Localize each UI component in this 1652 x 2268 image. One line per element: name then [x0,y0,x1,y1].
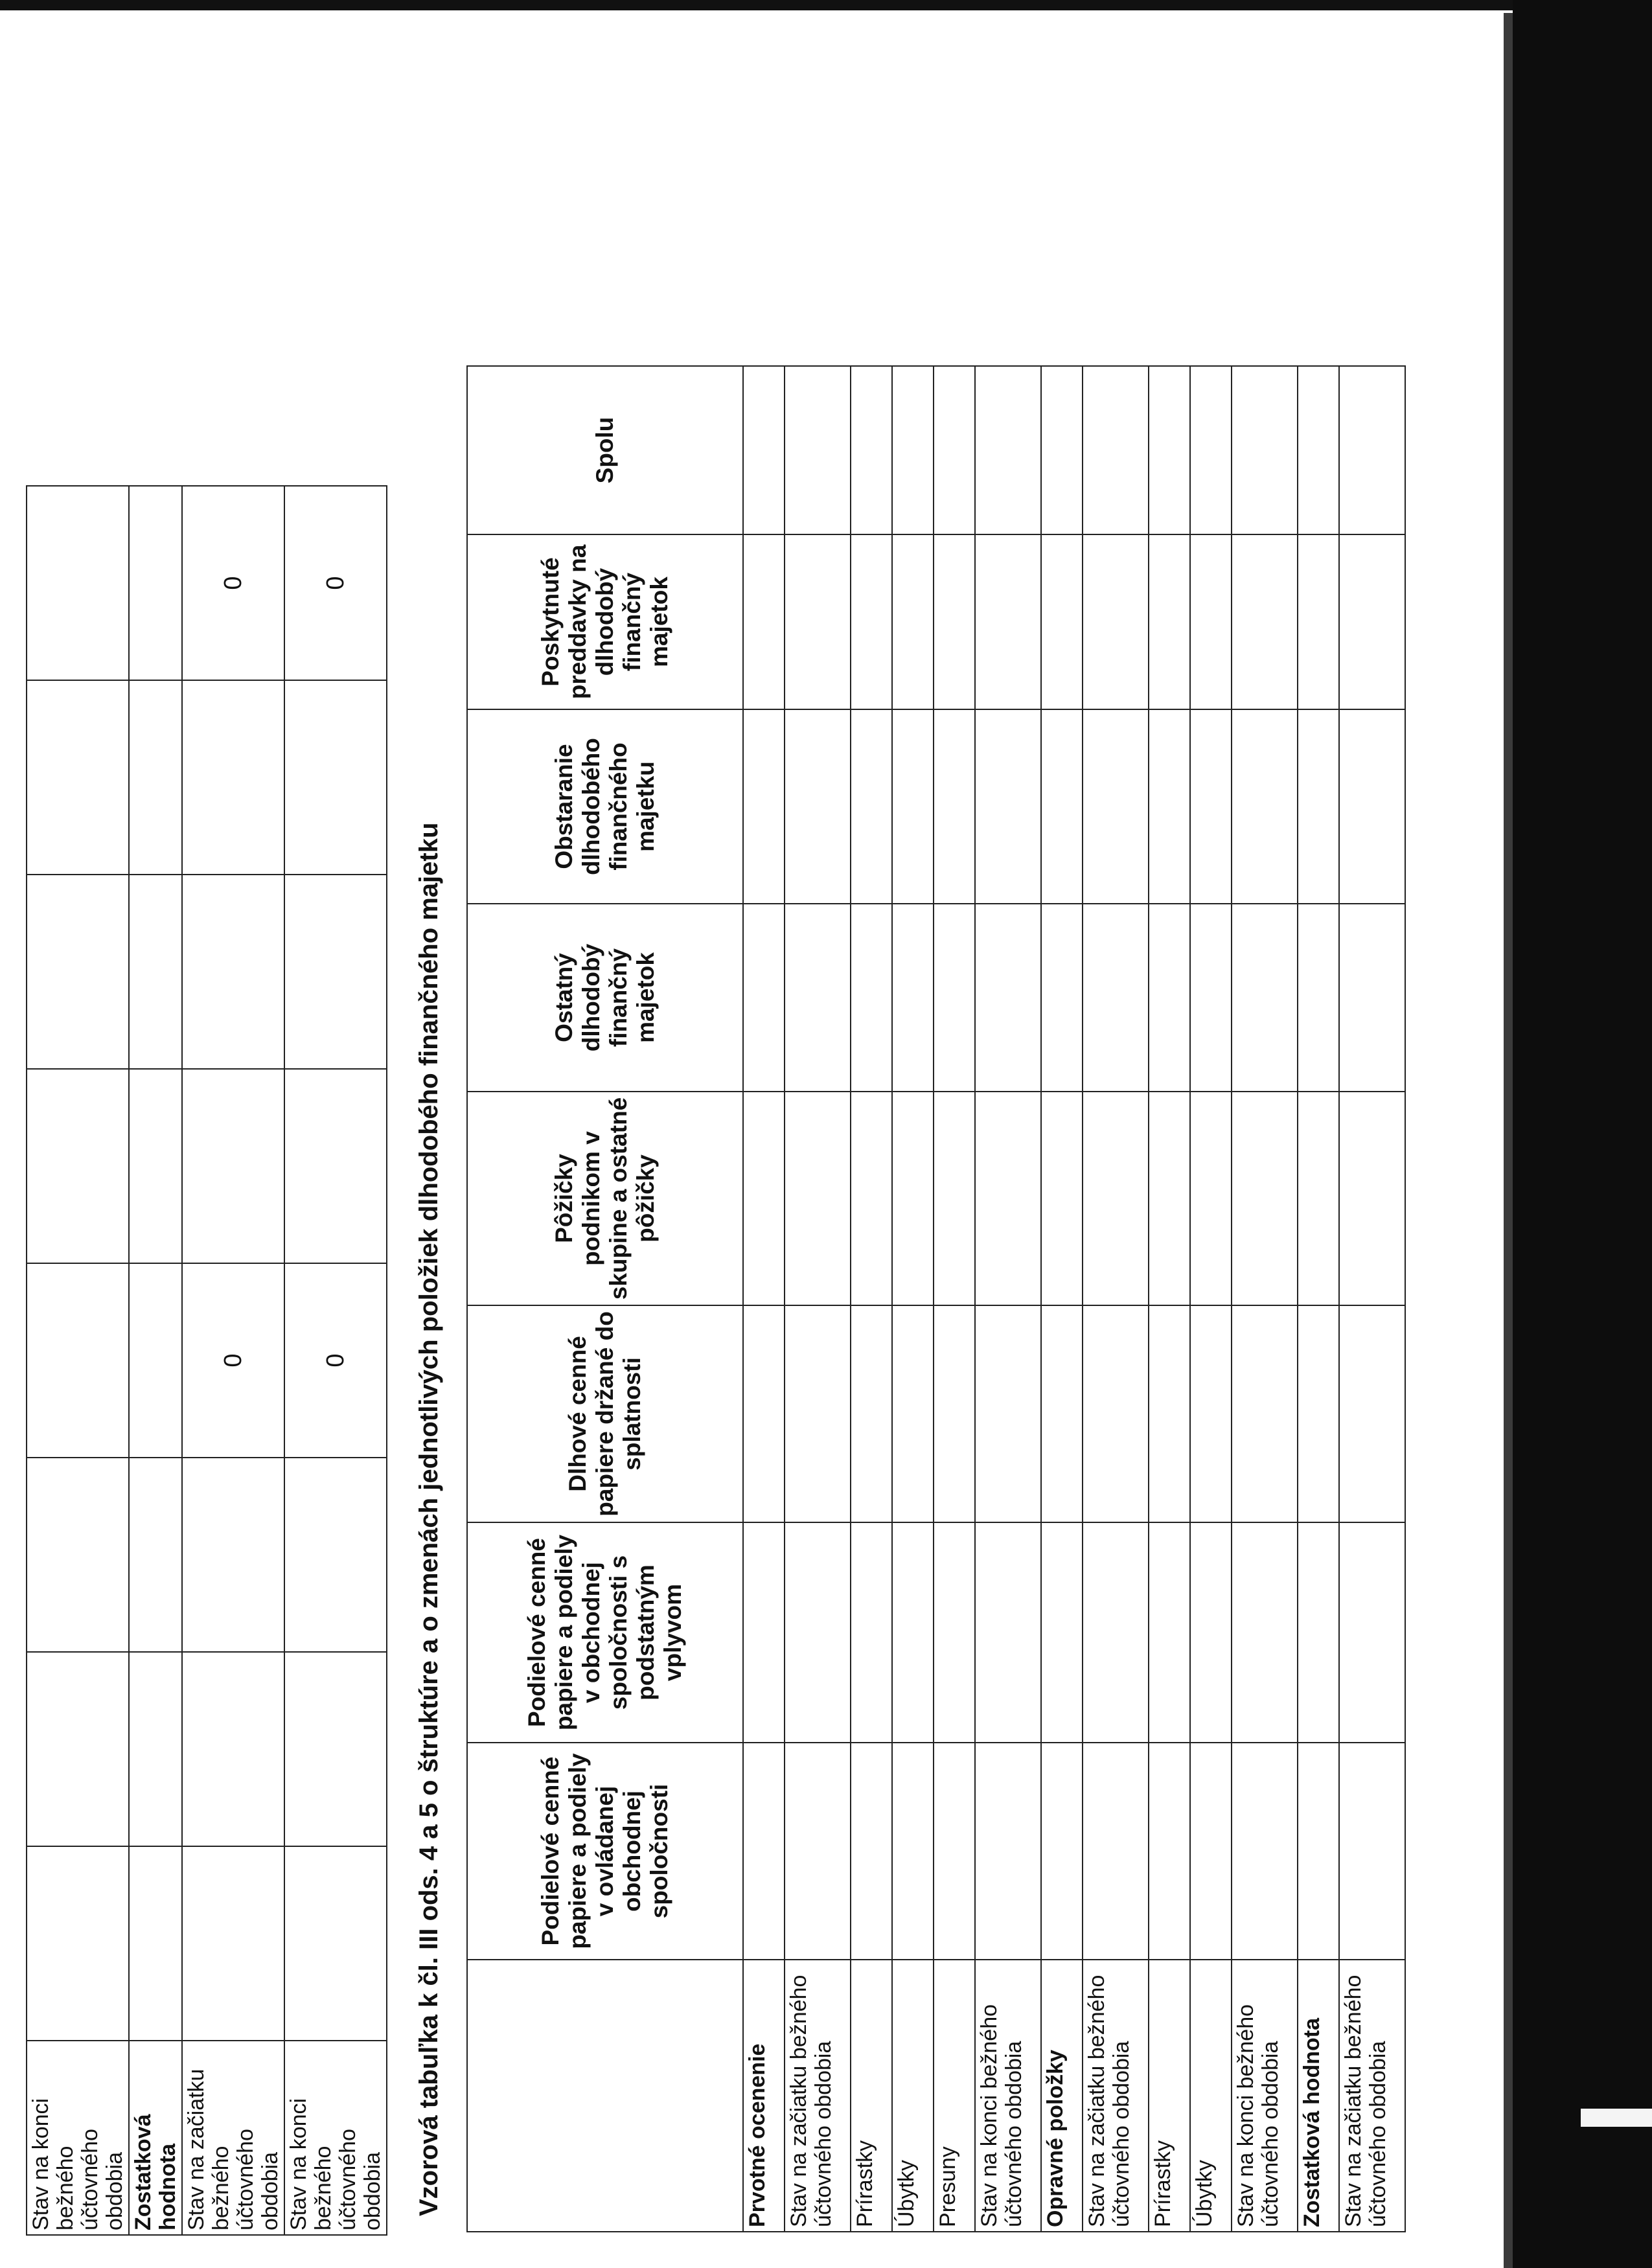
value-cell [892,366,934,534]
value-cell [129,875,182,1069]
row-label: Stav na konci bežného účtovného obdobia [1232,1960,1298,2232]
value-cell [1190,904,1232,1092]
value-cell [851,1743,892,1960]
value-cell [27,875,129,1069]
value-cell [1298,709,1339,904]
value-cell [1339,1522,1405,1743]
value-cell [934,1305,975,1522]
value-cell [1190,1522,1232,1743]
value-cell [975,1522,1041,1743]
column-header: Podielové cenné papiere a podiely v obchodnej spoločnosti s podstatným vplyvom [467,1522,743,1743]
table-row [743,366,785,2232]
value-cell [892,904,934,1092]
value-cell [743,366,785,534]
value-cell [1083,534,1149,709]
value-cell [1041,534,1083,709]
table-title: Vzorová tabuľka k čl. III ods. 4 a 5 o štruktúre a o zmenách jednotlivých položiek dlhodobého finančného majetku [415,822,443,2216]
value-cell [892,1522,934,1743]
value-cell [1083,1305,1149,1522]
value-cell [975,1305,1041,1522]
row-label: Presuny [934,1960,975,2232]
value-cell [129,1263,182,1458]
table-row [1149,366,1190,2232]
value-cell [284,680,387,875]
row-label: Stav na začiatku bežného účtovného obdobia [1083,1960,1149,2232]
value-cell [27,1069,129,1263]
value-cell [743,1305,785,1522]
value-cell [1232,709,1298,904]
value-cell [182,680,284,875]
value-cell [975,904,1041,1092]
value-cell [785,366,851,534]
value-cell [1190,1092,1232,1305]
table-row [27,486,129,2235]
table-row [1190,366,1232,2232]
value-cell [1041,709,1083,904]
value-cell [934,1522,975,1743]
value-cell [934,904,975,1092]
value-cell [1190,534,1232,709]
value-cell [892,534,934,709]
value-cell [934,534,975,709]
value-cell [1232,366,1298,534]
table-row [1339,366,1405,2232]
value-cell [1149,904,1190,1092]
value-cell [934,366,975,534]
value-cell [129,1652,182,1846]
scan-right-edge [1504,13,1513,2268]
row-label: Stav na začiatku bežného účtovného obdobia [182,2041,284,2235]
value-cell [129,486,182,680]
value-cell [785,1743,851,1960]
row-label: Zostatková hodnota [129,2041,182,2235]
main-table [466,365,1406,2232]
row-label: Prírastky [851,1960,892,2232]
row-label: Úbytky [1190,1960,1232,2232]
value-cell [284,1458,387,1652]
value-cell [1298,1743,1339,1960]
row-label: Zostatková hodnota [1298,1960,1339,2232]
value-cell [785,534,851,709]
value-cell [975,534,1041,709]
value-cell [892,1305,934,1522]
row-label: Stav na konci bežného účtovného obdobia [975,1960,1041,2232]
value-cell [1339,534,1405,709]
scan-bottom-mark [1581,2109,1652,2127]
table-row [1083,366,1149,2232]
column-header: Pôžičky podnikom v skupine a ostatné pôžičky [467,1092,743,1305]
value-cell [182,1069,284,1263]
row-label: Stav na konci bežného účtovného obdobia [27,2041,129,2235]
table-row [284,486,387,2235]
value-cell [1232,534,1298,709]
value-cell [851,904,892,1092]
value-cell [1232,1305,1298,1522]
value-cell [1149,1092,1190,1305]
value-cell [975,366,1041,534]
rotated-page [0,40,1503,2268]
table-row [785,366,851,2232]
value-cell [892,709,934,904]
value-cell [1339,1743,1405,1960]
value-cell [1149,1522,1190,1743]
column-header: Poskytnuté preddavky na dlhodobý finančný majetok [467,534,743,709]
value-cell [27,1263,129,1458]
value-cell [27,1458,129,1652]
value-cell [1339,904,1405,1092]
value-cell [1041,366,1083,534]
value-cell [892,1743,934,1960]
value-cell [1298,534,1339,709]
value-cell [785,1305,851,1522]
value-cell [1083,904,1149,1092]
value-cell [1149,1743,1190,1960]
value-cell [27,1846,129,2041]
value-cell [27,486,129,680]
value-cell [1083,366,1149,534]
value-cell [892,1092,934,1305]
value-cell [129,680,182,875]
column-header: Ostatný dlhodobý finančný majetok [467,904,743,1092]
value-cell [27,1652,129,1846]
row-label: Prvotné ocenenie [743,1960,785,2232]
value-cell [1149,534,1190,709]
value-cell [1083,709,1149,904]
value-cell [1041,1092,1083,1305]
value-cell [1339,709,1405,904]
top-partial-table [26,485,387,2236]
column-header: Spolu [467,366,743,534]
value-cell [851,366,892,534]
column-header: Dlhové cenné papiere držané do splatnosti [467,1305,743,1522]
value-cell [129,1458,182,1652]
value-cell [743,534,785,709]
column-header [467,1960,743,2232]
value-cell [129,1846,182,2041]
value-cell [1232,1743,1298,1960]
value-cell [182,1652,284,1846]
value-cell [975,1092,1041,1305]
value-cell: 0 [284,1263,387,1458]
value-cell [975,1743,1041,1960]
value-cell [284,1069,387,1263]
value-cell [27,680,129,875]
value-cell [785,709,851,904]
value-cell [743,1743,785,1960]
value-cell [284,1652,387,1846]
header-row [467,366,743,2232]
row-label: Stav na začiatku bežného účtovného obdobia [785,1960,851,2232]
value-cell [743,1522,785,1743]
scan-right-border [1513,0,1652,2268]
value-cell [1041,904,1083,1092]
value-cell [975,709,1041,904]
value-cell [851,534,892,709]
value-cell [284,875,387,1069]
table-row [182,486,284,2235]
value-cell [1232,904,1298,1092]
value-cell [1190,1305,1232,1522]
value-cell [1339,1092,1405,1305]
value-cell [743,904,785,1092]
value-cell [1298,1092,1339,1305]
value-cell [1339,366,1405,534]
value-cell [743,709,785,904]
value-cell [934,1092,975,1305]
scan-top-border [0,0,1652,10]
value-cell: 0 [182,1263,284,1458]
value-cell [934,1743,975,1960]
value-cell [1041,1305,1083,1522]
value-cell [182,1846,284,2041]
table-row [1232,366,1298,2232]
table-row [1041,366,1083,2232]
value-cell [1298,1305,1339,1522]
value-cell [1232,1092,1298,1305]
value-cell [1298,1522,1339,1743]
value-cell [785,904,851,1092]
value-cell [1149,1305,1190,1522]
value-cell [851,1305,892,1522]
table-row [851,366,892,2232]
value-cell [1190,366,1232,534]
value-cell [1190,1743,1232,1960]
value-cell [1083,1092,1149,1305]
row-label: Stav na konci bežného účtovného obdobia [284,2041,387,2235]
value-cell [934,709,975,904]
value-cell [1339,1305,1405,1522]
value-cell [129,1069,182,1263]
value-cell [1190,709,1232,904]
value-cell [1083,1743,1149,1960]
column-header: Obstaranie dlhodobého finančného majetku [467,709,743,904]
value-cell [182,1458,284,1652]
table-row [975,366,1041,2232]
value-cell [182,875,284,1069]
value-cell [1298,904,1339,1092]
table-row [934,366,975,2232]
value-cell [851,709,892,904]
value-cell [1041,1522,1083,1743]
value-cell [851,1522,892,1743]
column-header: Podielové cenné papiere a podiely v ovládanej obchodnej spoločnosti [467,1743,743,1960]
row-label: Stav na začiatku bežného účtovného obdobia [1339,1960,1405,2232]
row-label: Úbytky [892,1960,934,2232]
value-cell [785,1522,851,1743]
value-cell [1149,709,1190,904]
table-row [129,486,182,2235]
value-cell [1149,366,1190,534]
value-cell: 0 [182,486,284,680]
value-cell [1298,366,1339,534]
value-cell [785,1092,851,1305]
table-row [1298,366,1339,2232]
row-label: Prírastky [1149,1960,1190,2232]
value-cell: 0 [284,486,387,680]
value-cell [1041,1743,1083,1960]
value-cell [743,1092,785,1305]
value-cell [1232,1522,1298,1743]
value-cell [851,1092,892,1305]
row-label: Opravné položky [1041,1960,1083,2232]
value-cell [1083,1522,1149,1743]
value-cell [284,1846,387,2041]
table-row [892,366,934,2232]
